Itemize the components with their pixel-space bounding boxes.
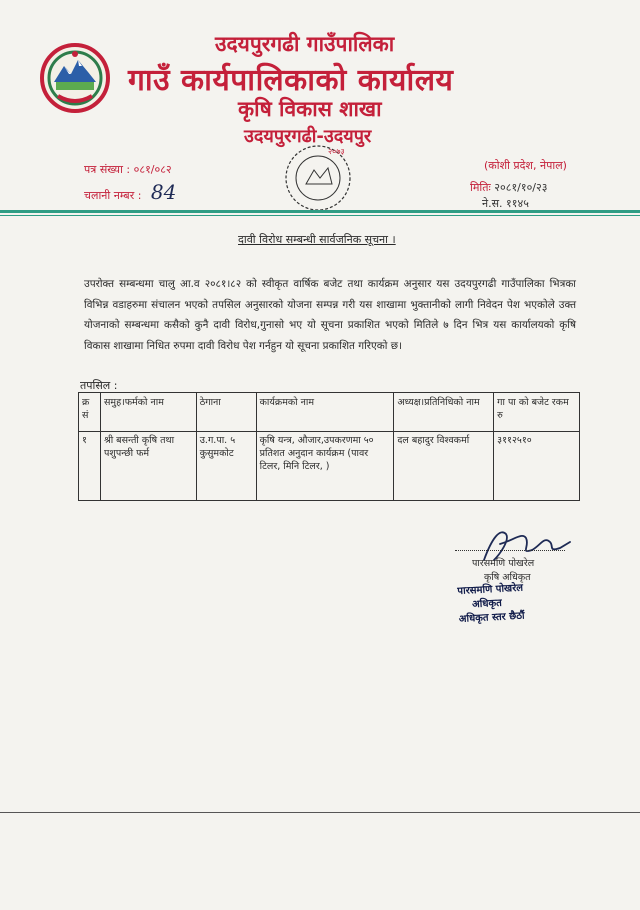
office-stamp xyxy=(270,140,365,218)
cell-budget: ३११२५१० xyxy=(494,432,580,501)
cell-program-name: कृषि यन्त्र, औजार,उपकरणमा ५० प्रतिशत अनुदान कार्यक्रम (पावर टिलर, मिनि टिलर, ) xyxy=(256,432,394,501)
header-firm-name: समुह।फर्मको नाम xyxy=(100,393,196,432)
stamp-name: पारसमणि पोखरेल xyxy=(457,582,524,598)
header-chairperson: अध्यक्ष।प्रतिनिधिको नाम xyxy=(394,393,494,432)
nepal-sambat: ने.स. ११४५ xyxy=(482,197,529,210)
province-label: (कोशी प्रदेश, नेपाल) xyxy=(484,159,567,172)
date-value: २०८१/१०/२३ xyxy=(494,181,548,194)
branch-name: कृषि विकास शाखा xyxy=(238,97,382,121)
office-name: गाउँ कार्यपालिकाको कार्यालय xyxy=(128,63,454,98)
dispatch-number xyxy=(84,180,176,204)
header-program-name: कार्यक्रमको नाम xyxy=(256,393,394,432)
notice-title: दावी विरोध सम्बन्धी सार्वजनिक सूचना । xyxy=(238,233,396,246)
date-line xyxy=(470,180,547,195)
cell-chairperson: दल बहादुर विश्वकर्मा xyxy=(394,432,494,501)
stamp-year: २०७३ xyxy=(328,147,345,156)
municipality-name: उदयपुरगढी गाउँपालिका xyxy=(215,32,395,56)
tapsil-label: तपसिल : xyxy=(80,379,118,392)
letter-number-value: ०८१/०८२ xyxy=(133,163,172,176)
notice-body: उपरोक्त सम्बन्धमा चालु आ.व २०८१।८२ को स्वीकृत वार्षिक बजेट तथा कार्यक्रम अनुसार यस उदयपुरगढी गाउँपालिका भित्रका विभिन्न वडाहरुमा संचालन भएको तपसिल अनुसारको योजना सम्पन्न गरी यस शाखामा भुक्तानीको लागी निवेदन पेश भएकोले उक्त योजनाको सम्बन्धमा कसैको कुनै दावी विरोध,गुनासो भए यो सूचना प्रकाशित भएको मितिले ७ दिन भित्र यस कार्यालयको कृषि विकास शाखामा निधित रुपमा दावी विरोध पेश गर्नहुन यो सूचना प्रकाशित गरिएको छ। xyxy=(84,278,576,352)
dispatch-number-label: चलानी नम्बर : xyxy=(84,189,142,202)
header-serial: क्र सं xyxy=(79,393,101,432)
dispatch-number-value: 84 xyxy=(150,180,177,204)
header-rule xyxy=(0,210,640,213)
header-rule-thin xyxy=(0,215,640,216)
office-address: उदयपुरगढी-उदयपुर xyxy=(244,126,372,147)
table-row xyxy=(79,432,580,501)
header-address: ठेगाना xyxy=(196,393,256,432)
cell-address: उ.ग.पा. ५ कुसुमकोट xyxy=(196,432,256,501)
signatory-title: कृषि अधिकृत xyxy=(484,572,531,583)
scheme-table xyxy=(78,392,580,501)
cell-serial: १ xyxy=(79,432,101,501)
signature-line xyxy=(455,550,565,551)
footer-rule xyxy=(0,812,640,813)
letter-number xyxy=(84,162,172,177)
officer-stamp xyxy=(451,575,583,628)
table-header-row xyxy=(79,393,580,432)
letter-number-label: पत्र संख्या : xyxy=(84,163,131,176)
header-budget: गा पा को बजेट रकम रु xyxy=(494,393,580,432)
stamp-role: अधिकृत xyxy=(471,597,503,611)
stamp-rank: अधिकृत स्तर छैठौं xyxy=(458,610,525,626)
cell-firm-name: श्री बसन्ती कृषि तथा पशुपन्छी फर्म xyxy=(100,432,196,501)
signatory-name: पारसमणि पोखरेल xyxy=(472,558,535,569)
date-label: मितिः xyxy=(470,181,491,194)
nepal-emblem-icon xyxy=(38,42,112,114)
